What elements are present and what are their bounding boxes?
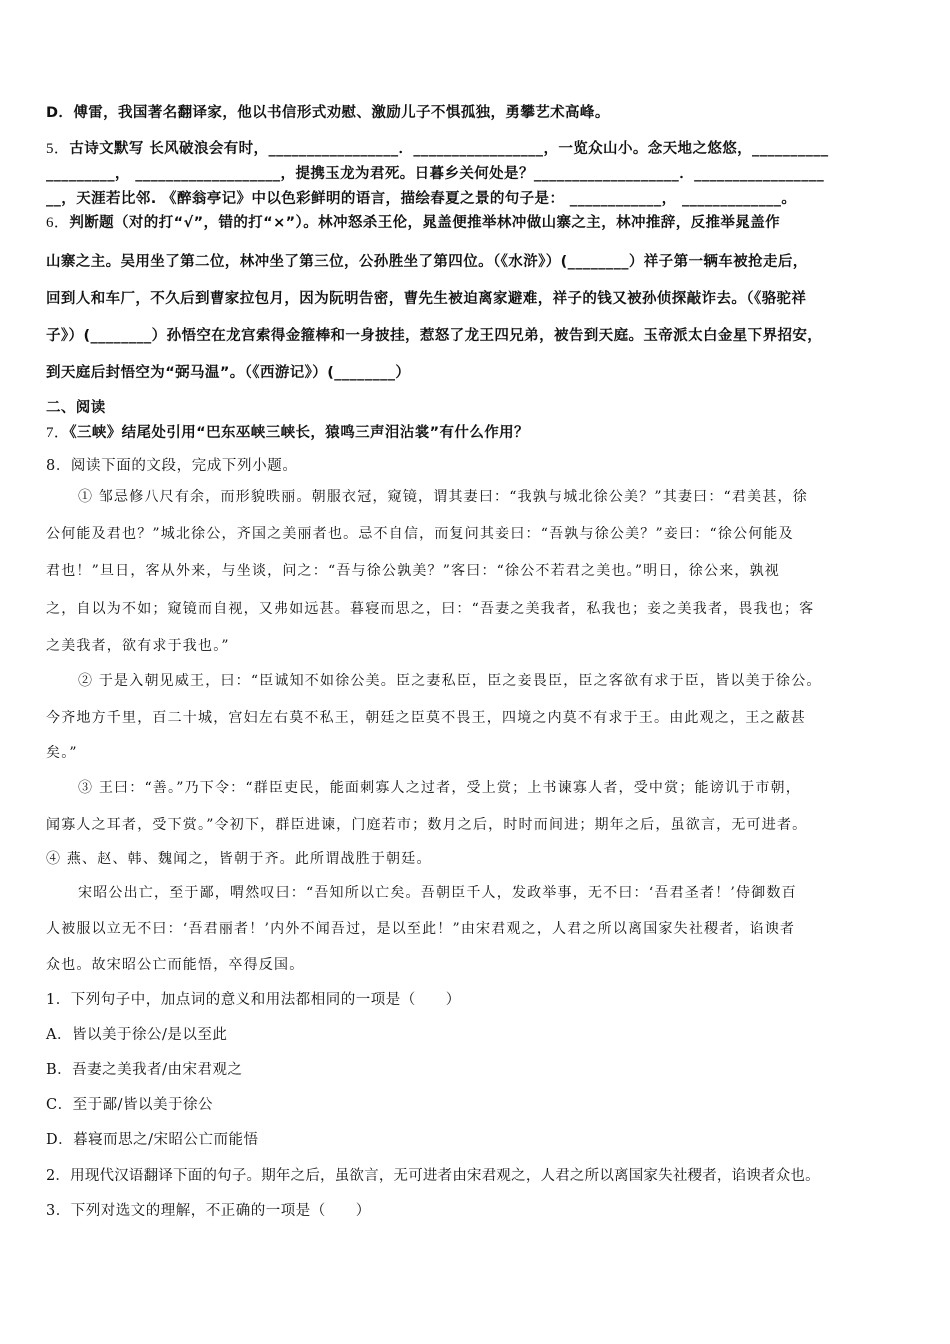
sub-question-1: 1．下列句子中，加点词的意义和用法都相同的一项是（ ） — [46, 992, 461, 1008]
passage-para-2: ② 于是入朝见威王，曰：“臣诚知不如徐公美。臣之妻私臣，臣之妾畏臣，臣之客欲有求于臣，皆以美于徐公。 — [78, 673, 822, 689]
passage-line: 之美我者，欲有求于我也。” — [46, 638, 230, 654]
question-6-line-4: 子》）(________）孙悟空在龙宫索得金箍棒和一身披挂，惹怒了龙王四兄弟，被告到天庭。玉帝派太白金星下界招安， — [46, 328, 823, 344]
question-number: 5． — [46, 141, 70, 157]
question-5-line-3: __，天涯若比邻. 《醉翁亭记》中以色彩鲜明的语言，描绘春夏之景的句子是： ____________， _____________。 — [46, 191, 797, 207]
question-7 — [46, 421, 529, 442]
section-heading-reading: 二、阅读 — [46, 400, 106, 416]
passage-line: 闻寡人之耳者，受下赏。”令初下，群臣进谏，门庭若市；数月之后，时时而间进；期年之后，虽欲言，无可进者。 — [46, 817, 808, 833]
question-number: 6． — [46, 215, 70, 231]
option-a: A．皆以美于徐公/是以至此 — [46, 1027, 228, 1043]
question-8: 8．阅读下面的文段，完成下列小题。 — [46, 458, 298, 474]
question-5-line-2: _________， ___________________，提携玉龙为君死。日暮乡关何处是？___________________．_________________ — [46, 166, 825, 182]
passage-line: 公何能及君也？”城北徐公，齐国之美丽者也。忌不自信，而复问其妾曰：“吾孰与徐公美？”妾曰：“徐公何能及 — [46, 526, 794, 542]
question-6-line-5: 到天庭后封悟空为“弼马温”。（《西游记》）(________） — [46, 365, 411, 381]
question-6-line-2: 山寨之主。吴用坐了第二位，林冲坐了第三位，公孙胜坐了第四位。（《水浒》）(________）祥子第一辆车被抢走后， — [46, 254, 808, 270]
option-c: C．至于鄙/皆以美于徐公 — [46, 1097, 213, 1113]
question-number: 7． — [46, 425, 70, 441]
passage-line: 人被服以立无不曰：‘吾君丽者！’内外不闻吾过，是以至此！”由宋君观之，人君之所以离国家失社稷者，谄谀者 — [46, 921, 796, 937]
passage-line: 之，自以为不如；窥镜而自视，又弗如远甚。暮寝而思之，曰：“吾妻之美我者，私我也；妾之美我者，畏我也；客 — [46, 601, 815, 617]
option-d: D．暮寝而思之/宋昭公亡而能悟 — [46, 1132, 259, 1148]
passage-para-3: ③ 王曰：“善。”乃下令：“群臣吏民，能面刺寡人之过者，受上赏；上书谏寡人者，受中赏；能谤讥于市朝， — [78, 780, 801, 796]
passage-line: 今齐地方千里，百二十城，宫妇左右莫不私王，朝廷之臣莫不畏王，四境之内莫不有求于王。由此观之，王之蔽甚 — [46, 710, 806, 726]
question-5-line-1 — [46, 137, 829, 158]
passage-line: 众也。故宋昭公亡而能悟，卒得反国。 — [46, 957, 305, 973]
question-6-line-3: 回到人和车厂，不久后到曹家拉包月，因为阮明告密，曹先生被迫离家避难，祥子的钱又被孙侦探敲诈去。（《骆驼祥 — [46, 291, 807, 307]
sub-question-2: 2．用现代汉语翻译下面的句子。期年之后，虽欲言，无可进者由宋君观之，人君之所以离国家失社稷者，谄谀者众也。 — [46, 1168, 820, 1184]
option-b: B．吾妻之美我者/由宋君观之 — [46, 1062, 243, 1078]
question-text: 古诗文默写 长风破浪会有时，_________________．_________________，一览众山小。念天地之悠悠，__________ — [69, 141, 829, 157]
passage-para-1: ① 邹忌修八尺有余，而形貌昳丽。朝服衣冠，窥镜，谓其妻曰：“我孰与城北徐公美？”其妻曰：“君美甚，徐 — [78, 489, 808, 505]
passage-para-4: ④ 燕、赵、韩、魏闻之，皆朝于齐。此所谓战胜于朝廷。 — [46, 851, 432, 867]
passage-line: 君也！”旦日，客从外来，与坐谈，问之：“吾与徐公孰美？”客曰：“徐公不若君之美也。”明日，徐公来，孰视 — [46, 563, 780, 579]
passage-para-5: 宋昭公出亡，至于鄙，喟然叹曰：“吾知所以亡矣。吾朝臣千人，发政举事，无不曰：‘吾君圣者！’侍御数百 — [78, 885, 797, 901]
question-6-line-1 — [46, 211, 780, 232]
passage-line: 矣。” — [46, 745, 78, 761]
sub-question-3: 3．下列对选文的理解，不正确的一项是（ ） — [46, 1203, 371, 1219]
question-text: 《三峡》结尾处引用“巴东巫峡三峡长，猿鸣三声泪沾裳”有什么作用？ — [69, 425, 529, 441]
question-text: 判断题（对的打“√”，错的打“×”）。林冲怒杀王伦，晁盖便推举林冲做山寨之主，林冲推辞，反推举晁盖作 — [69, 215, 780, 231]
option-d-line: D．傅雷，我国著名翻译家，他以书信形式劝慰、激励儿子不惧孤独，勇攀艺术高峰。 — [46, 105, 610, 121]
